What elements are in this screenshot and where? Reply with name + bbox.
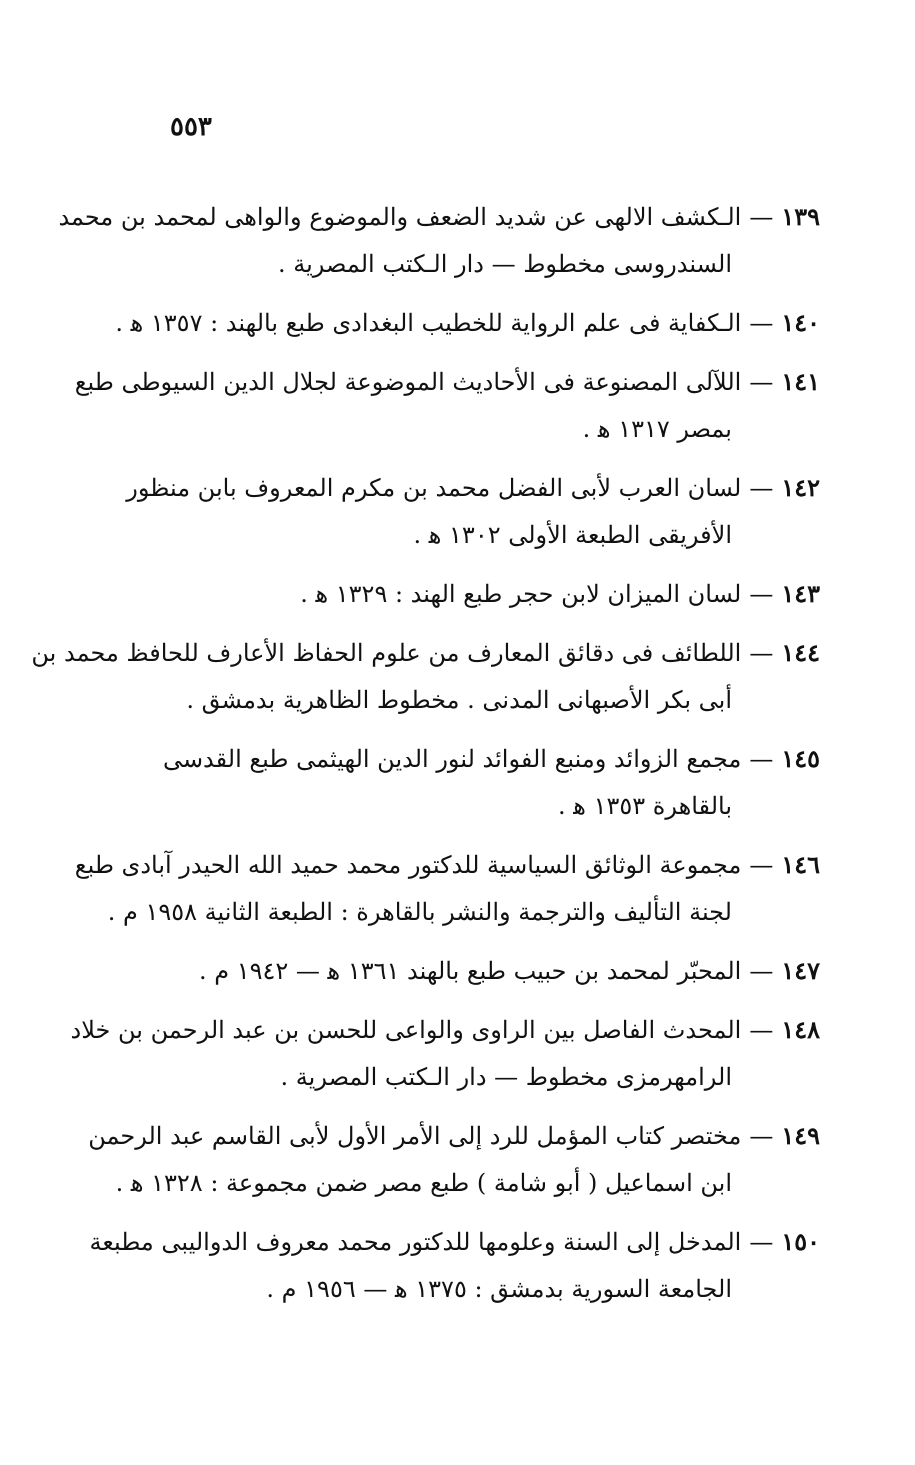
entry-text: ابن اسماعيل ( أبو شامة ) طبع مصر ضمن مجموعة : ١٣٢٨ ﻫ . xyxy=(115,1169,732,1197)
entry-number: ١٤١ xyxy=(781,367,820,396)
entry-text: السندروسى مخطوط — دار الـكتب المصرية . xyxy=(277,250,732,278)
entry-first-line xyxy=(31,632,820,679)
entry-text: اللطائف فى دقائق المعارف من علوم الحفاظ الأعارف للحافظ محمد بن xyxy=(31,639,742,667)
entry-first-line xyxy=(74,361,820,408)
entry-dash: — xyxy=(749,474,774,502)
entry-text: لجنة التأليف والترجمة والنشر بالقاهرة : الطبعة الثانية ١٩٥٨ م . xyxy=(107,898,732,926)
entry-text: المدخل إلى السنة وعلومها للدكتور محمد معروف الدواليبى مطبعة xyxy=(89,1228,742,1256)
entry-text: الأفريقى الطبعة الأولى ١٣٠٢ ﻫ . xyxy=(413,521,732,549)
bibliography-entry xyxy=(160,950,820,997)
entry-continuation-line xyxy=(107,891,820,938)
entry-dash: — xyxy=(749,309,774,337)
entry-number: ١٤٧ xyxy=(781,956,820,985)
entry-text: أبى بكر الأصبهانى المدنى . مخطوط الظاهرية بدمشق . xyxy=(186,686,732,714)
entry-dash: — xyxy=(749,203,774,231)
bibliography-entry xyxy=(89,1221,820,1315)
entry-dash: — xyxy=(749,1016,774,1044)
bibliography-entry xyxy=(74,844,820,938)
entry-dash: — xyxy=(749,851,774,879)
entry-text: مختصر كتاب المؤمل للرد إلى الأمر الأول لأبى القاسم عبد الرحمن xyxy=(88,1122,742,1150)
entry-text: الـكفاية فى علم الرواية للخطيب البغدادى طبع بالهند : ١٣٥٧ ﻫ . xyxy=(115,309,742,337)
entry-first-line xyxy=(74,844,820,891)
bibliography-entry xyxy=(160,573,820,620)
bibliography-list xyxy=(31,196,820,1327)
entry-text: بالقاهرة ١٣٥٣ ﻫ . xyxy=(558,792,732,820)
page-number: ٥٥٣ xyxy=(170,112,212,142)
entry-number: ١٣٩ xyxy=(781,202,820,231)
entry-first-line xyxy=(89,1221,820,1268)
entry-text: بمصر ١٣١٧ ﻫ . xyxy=(582,415,732,443)
entry-continuation-line xyxy=(160,679,820,726)
entry-text: مجموعة الوثائق السياسية للدكتور محمد حميد الله الحيدر آبادى طبع xyxy=(74,851,742,879)
entry-dash: — xyxy=(749,580,774,608)
entry-continuation-line xyxy=(160,1056,820,1103)
bibliography-entry xyxy=(70,1009,820,1103)
entry-text: الـكشف الالهى عن شديد الضعف والموضوع والواهى لمحمد بن محمد xyxy=(58,203,742,231)
entry-first-line xyxy=(160,950,820,997)
entry-dash: — xyxy=(749,957,774,985)
entry-number: ١٤٩ xyxy=(781,1121,820,1150)
entry-first-line xyxy=(88,1115,820,1162)
entry-number: ١٤٦ xyxy=(781,850,820,879)
entry-text: اللآلى المصنوعة فى الأحاديث الموضوعة لجلال الدين السيوطى طبع xyxy=(74,368,742,396)
entry-number: ١٤٠ xyxy=(781,308,820,337)
entry-first-line xyxy=(70,1009,820,1056)
bibliography-entry xyxy=(58,196,820,290)
entry-dash: — xyxy=(749,1122,774,1150)
entry-text: لسان الميزان لابن حجر طبع الهند : ١٣٢٩ ﻫ . xyxy=(300,580,742,608)
bibliography-entry xyxy=(31,632,820,726)
bibliography-entry xyxy=(88,1115,820,1209)
entry-number: ١٤٣ xyxy=(781,579,820,608)
entry-text: الجامعة السورية بدمشق : ١٣٧٥ ﻫ — ١٩٥٦ م . xyxy=(266,1275,732,1303)
entry-text: المحبّر لمحمد بن حبيب طبع بالهند ١٣٦١ ﻫ — ١٩٤٢ م . xyxy=(198,957,742,985)
entry-first-line xyxy=(58,196,820,243)
entry-number: ١٤٢ xyxy=(781,473,820,502)
entry-first-line xyxy=(160,738,820,785)
entry-continuation-line xyxy=(160,514,820,561)
entry-continuation-line xyxy=(160,1268,820,1315)
entry-dash: — xyxy=(749,745,774,773)
bibliography-entry xyxy=(74,361,820,455)
entry-number: ١٤٤ xyxy=(781,638,820,667)
entry-text: الرامهرمزى مخطوط — دار الـكتب المصرية . xyxy=(280,1063,732,1091)
entry-continuation-line xyxy=(160,243,820,290)
bibliography-entry xyxy=(115,302,820,349)
entry-text: المحدث الفاصل بين الراوى والواعى للحسن بن عبد الرحمن بن خلاد xyxy=(70,1016,742,1044)
entry-number: ١٤٥ xyxy=(781,744,820,773)
entry-continuation-line xyxy=(160,408,820,455)
entry-number: ١٤٨ xyxy=(781,1015,820,1044)
entry-first-line xyxy=(115,302,820,349)
entry-first-line xyxy=(126,467,820,514)
entry-continuation-line xyxy=(115,1162,820,1209)
entry-first-line xyxy=(160,573,820,620)
entry-continuation-line xyxy=(160,785,820,832)
bibliography-entry xyxy=(126,467,820,561)
entry-text: مجمع الزوائد ومنبع الفوائد لنور الدين الهيثمى طبع القدسى xyxy=(162,745,742,773)
entry-dash: — xyxy=(749,639,774,667)
entry-text: لسان العرب لأبى الفضل محمد بن مكرم المعروف بابن منظور xyxy=(126,474,742,502)
bibliography-entry xyxy=(160,738,820,832)
entry-dash: — xyxy=(749,1228,774,1256)
entry-number: ١٥٠ xyxy=(781,1227,820,1256)
entry-dash: — xyxy=(749,368,774,396)
